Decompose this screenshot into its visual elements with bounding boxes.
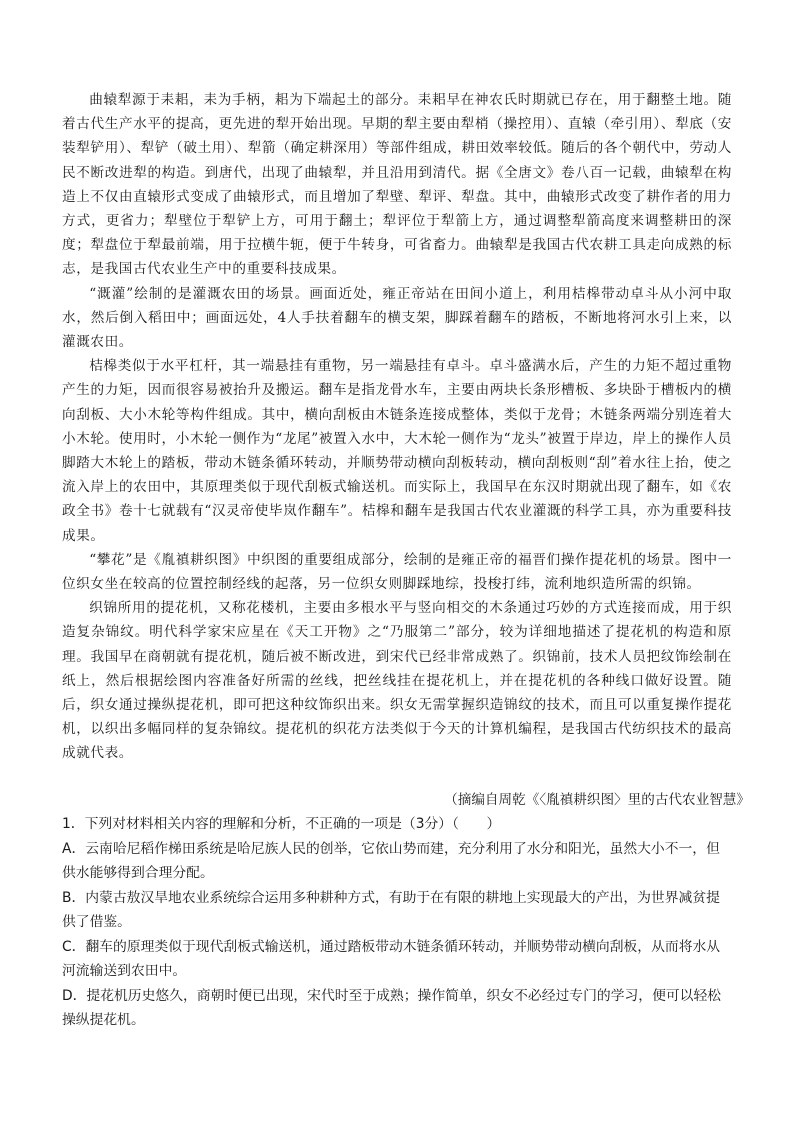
reading-passage: [62, 88, 732, 766]
paragraph-well-sweep: 桔槔类似于水平杠杆，其一端悬挂有重物，另一端悬挂有卓斗。卓斗盛满水后，产生的力矩不超过重物产生的力矩，因而很容易被抬升及搬运。翻车是指龙骨水车，主要由两块长条形槽板、多块卧于槽板内的横向刮板、大小木轮等构件组成。其中，横向刮板由木链条连接成整体，类似于龙骨；木链条两端分别连着大小木轮。使用时，小木轮一侧作为“龙尾”被置入水中，大木轮一侧作为“龙头”被置于岸边，岸上的操作人员脚踏大木轮上的踏板，带动木链条循环转动，并顺势带动横向刮板转动，横向刮板则“刮”着水往上抬，使之流入岸上的农田中，其原理类似于现代刮板式输送机。而实际上，我国早在东汉时期就出现了翻车，如《农政全书》卷十七就载有“汉灵帝使毕岚作翻车”。桔槔和翻车是我国古代农业灌溉的科学工具，亦为重要科技成果。: [62, 358, 732, 544]
option-letter: D．: [62, 987, 87, 1004]
paragraph-plow: 曲辕犁源于耒耜，耒为手柄，耜为下端起土的部分。耒耜早在神农氏时期就已存在，用于翻整土地。随着古代生产水平的提高，更先进的犁开始出现。早期的犁主要由犁梢（操控用）、直辕（牵引用）、犁底（安装犁铲用）、犁铲（破土用）、犁箭（确定耕深用）等部件组成，耕田效率较低。随后的各个朝代中，劳动人民不断改进犁的构造。到唐代，出现了曲辕犁，并且沿用到清代。据《全唐文》卷八百一记载，曲辕犁在构造上不仅由直辕形式变成了曲辕形式，而且增加了犁壁、犁评、犁盘。其中，曲辕形式改变了耕作者的用力方式，更省力；犁壁位于犁铲上方，可用于翻土；犁评位于犁箭上方，通过调整犁箭高度来调整耕田的深度；犁盘位于犁最前端，用于拉横牛轭，便于牛转身，可省畜力。曲辕犁是我国古代农耕工具走向成熟的标志，是我国古代农业生产中的重要科技成果。: [62, 92, 732, 278]
option-c[interactable]: [62, 935, 732, 984]
option-letter: A．: [62, 840, 86, 857]
paragraph-weaving-scene: “攀花”是《胤禛耕织图》中织图的重要组成部分，绘制的是雍正帝的福晋们操作提花机的场景。图中一位织女坐在较高的位置控制经线的起落，另一位织女则脚踩地综，投梭打纬，流利地织造所需的织锦。: [62, 551, 732, 593]
option-letter: C．: [62, 938, 86, 955]
source-citation: （摘编自周乾《〈胤禛耕织图〉里的古代农业智慧》: [444, 792, 750, 808]
option-text: 内蒙古敖汉旱地农业系统综合运用多种耕种方式，有助于在有限的耕地上实现最大的产出，为世界减贫提供了借鉴。: [62, 889, 720, 930]
option-text: 翻车的原理类似于现代刮板式输送机，通过踏板带动木链条循环转动，并顺势带动横向刮板，从而将水从河流输送到农田中。: [62, 938, 721, 979]
paragraph-irrigation: “溉灌”绘制的是灌溉农田的场景。画面近处，雍正帝站在田间小道上，利用桔槔带动卓斗从小河中取水，然后倒入稻田中；画面远处，4人手扶着翻车的横支架，脚踩着翻车的踏板，不断地将河水引上来，以灌溉农田。: [62, 285, 732, 351]
option-a[interactable]: [62, 837, 732, 886]
option-text: 提花机历史悠久，商朝时便已出现，宋代时至于成熟；操作简单，织女不必经过专门的学习，便可以轻松操纵提花机。: [62, 987, 722, 1028]
option-d[interactable]: [62, 984, 732, 1033]
question-block: [62, 812, 732, 1033]
question-stem: 1．下列对材料相关内容的理解和分析，不正确的一项是（3分）（ ）: [62, 816, 501, 832]
option-text: 云南哈尼稻作梯田系统是哈尼族人民的创举，它依山势而建，充分利用了水分和阳光，虽然大小不一，但供水能够得到合理分配。: [62, 840, 720, 881]
option-b[interactable]: [62, 886, 732, 935]
option-letter: B．: [62, 889, 86, 906]
paragraph-jacquard-loom: 织锦所用的提花机，又称花楼机，主要由多根水平与竖向相交的木条通过巧妙的方式连接而成，用于织造复杂锦纹。明代科学家宋应星在《天工开物》之“乃服第二”部分，较为详细地描述了提花机的构造和原理。我国早在商朝就有提花机，随后被不断改进，到宋代已经非常成熟了。织锦前，技术人员把纹饰绘制在纸上，然后根据绘图内容准备好所需的丝线，把丝线挂在提花机上，并在提花机的各种线口做好设置。随后，织女通过操纵提花机，即可把这种纹饰织出来。织女无需掌握织造锦纹的技术，而且可以重复操作提花机，以织出多幅同样的复杂锦纹。提花机的织花方法类似于今天的计算机编程，是我国古代纺织技术的最高成就代表。: [62, 600, 732, 762]
